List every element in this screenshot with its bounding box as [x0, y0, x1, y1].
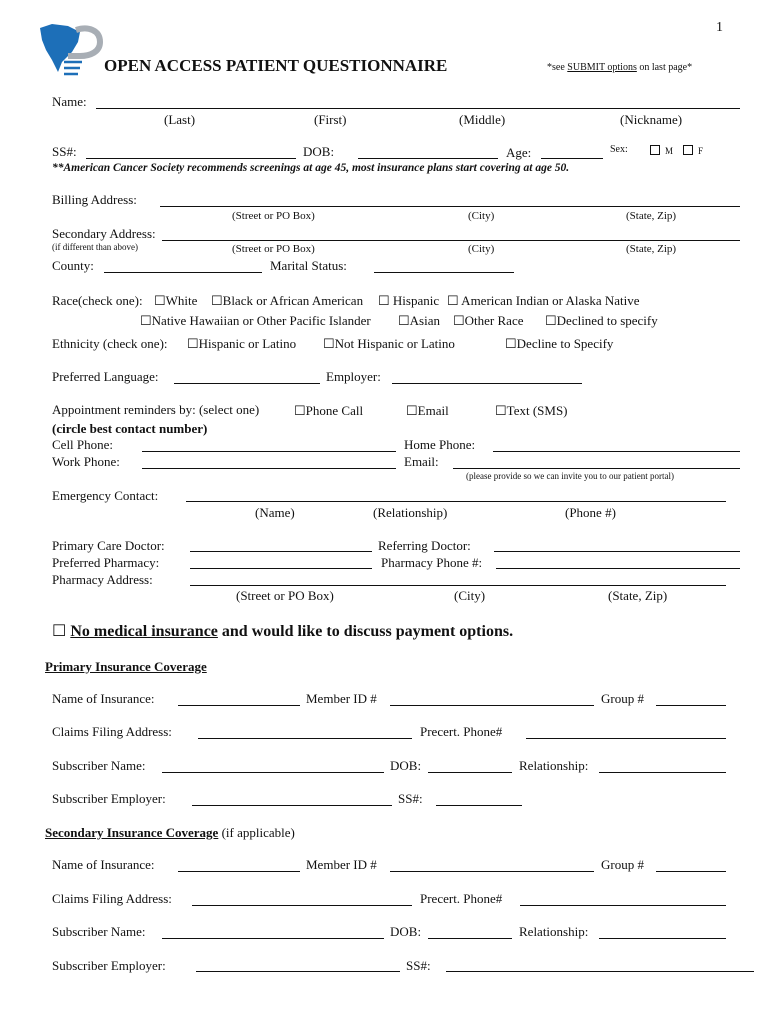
primary-employer-field[interactable] [192, 805, 392, 806]
county-field[interactable] [104, 272, 262, 273]
pharmacy-street-caption: (Street or PO Box) [236, 588, 334, 603]
pharmacy-field[interactable] [190, 568, 372, 569]
secondary-address-label: Secondary Address: [52, 226, 156, 241]
submit-options-link[interactable]: SUBMIT options [567, 62, 637, 73]
race-white-option[interactable]: ☐White [154, 293, 198, 308]
secondary-relationship-field[interactable] [599, 938, 726, 939]
secondary-insurance-heading-line [45, 825, 295, 840]
primary-group-label: Group # [601, 691, 644, 706]
primary-ss-field[interactable] [436, 805, 522, 806]
billing-street-caption: (Street or PO Box) [232, 210, 315, 222]
referring-doctor-label: Referring Doctor: [378, 538, 471, 553]
secondary-employer-label: Subscriber Employer: [52, 958, 166, 973]
primary-relationship-field[interactable] [599, 772, 726, 773]
race-black-option[interactable]: ☐Black or African American [211, 293, 364, 308]
cell-phone-field[interactable] [142, 451, 396, 452]
emergency-contact-label: Emergency Contact: [52, 488, 159, 503]
secondary-city-caption: (City) [468, 243, 495, 255]
no-insurance-text: and would like to discuss payment options. [217, 623, 514, 640]
primary-member-id-field[interactable] [390, 705, 594, 706]
acs-note: **American Cancer Society recommends screenings at age 45, most insurance plans start covering at age 50. [52, 162, 570, 174]
work-phone-field[interactable] [142, 468, 396, 469]
secondary-insurance-name-field[interactable] [178, 871, 300, 872]
pharmacy-city-caption: (City) [454, 588, 486, 603]
secondary-insurance-heading: Secondary Insurance Coverage [45, 825, 219, 840]
primary-claims-field[interactable] [198, 738, 412, 739]
primary-dob-label: DOB: [390, 758, 422, 773]
primary-member-id-label: Member ID # [306, 691, 377, 706]
pharmacy-phone-label: Pharmacy Phone #: [381, 555, 483, 570]
marital-field[interactable] [374, 272, 514, 273]
page-title: OPEN ACCESS PATIENT QUESTIONNAIRE [104, 56, 448, 75]
emergency-phone-caption: (Phone #) [565, 505, 616, 520]
secondary-dob-field[interactable] [428, 938, 512, 939]
last-caption: (Last) [164, 112, 196, 127]
email-field[interactable] [453, 468, 740, 469]
no-insurance-link: No medical insurance [70, 623, 218, 640]
ss-label: SS#: [52, 144, 77, 159]
pcp-field[interactable] [190, 551, 372, 552]
primary-claims-label: Claims Filing Address: [52, 724, 172, 739]
billing-state-caption: (State, Zip) [626, 210, 677, 222]
name-label: Name: [52, 94, 87, 109]
secondary-relationship-label: Relationship: [519, 924, 589, 939]
middle-caption: (Middle) [459, 112, 506, 127]
home-phone-field[interactable] [493, 451, 740, 452]
secondary-member-id-label: Member ID # [306, 857, 377, 872]
primary-insurance-name-field[interactable] [178, 705, 300, 706]
dob-field[interactable] [358, 158, 498, 159]
primary-dob-field[interactable] [428, 772, 512, 773]
secondary-claims-label: Claims Filing Address: [52, 891, 172, 906]
reminder-email-option[interactable]: ☐Email [406, 403, 449, 418]
reminder-phone-option[interactable]: ☐Phone Call [294, 403, 364, 418]
employer-field[interactable] [392, 383, 582, 384]
submit-note-pre: *see [547, 62, 568, 73]
billing-city-caption: (City) [468, 210, 495, 222]
email-note: (please provide so we can invite you to our patient portal) [466, 471, 674, 481]
secondary-street-caption: (Street or PO Box) [232, 243, 315, 255]
primary-precert-label: Precert. Phone# [420, 724, 503, 739]
cell-phone-label: Cell Phone: [52, 437, 114, 452]
employer-label: Employer: [326, 369, 381, 384]
reminders-label: Appointment reminders by: (select one) [52, 402, 260, 417]
billing-field[interactable] [160, 206, 740, 207]
email-label: Email: [404, 454, 439, 469]
dob-label: DOB: [303, 144, 335, 159]
submit-note-post: on last page* [636, 62, 693, 73]
page-number: 1 [716, 20, 723, 35]
race-other-option[interactable]: ☐Other Race [453, 313, 524, 328]
primary-insurance-heading: Primary Insurance Coverage [45, 659, 207, 674]
secondary-precert-label: Precert. Phone# [420, 891, 503, 906]
secondary-subscriber-label: Subscriber Name: [52, 924, 146, 939]
secondary-address-field[interactable] [162, 240, 740, 241]
primary-insurance-name-label: Name of Insurance: [52, 691, 155, 706]
emergency-relationship-caption: (Relationship) [373, 505, 448, 520]
secondary-group-field[interactable] [656, 871, 726, 872]
no-insurance-checkbox[interactable]: ☐ [52, 623, 67, 640]
primary-relationship-label: Relationship: [519, 758, 589, 773]
secondary-precert-field[interactable] [520, 905, 726, 906]
county-label: County: [52, 258, 94, 273]
emergency-name-caption: (Name) [255, 505, 295, 520]
secondary-ss-label: SS#: [406, 958, 431, 973]
ss-field[interactable] [86, 158, 296, 159]
secondary-member-id-field[interactable] [390, 871, 594, 872]
race-native-american-option[interactable]: ☐ American Indian or Alaska Native [447, 293, 640, 308]
secondary-insurance-note: (if applicable) [218, 825, 295, 840]
ethnicity-label: Ethnicity (check one): [52, 336, 168, 351]
referring-doctor-field[interactable] [494, 551, 740, 552]
race-hispanic-option[interactable]: ☐ Hispanic [378, 293, 440, 308]
race-pacific-islander-option[interactable]: ☐Native Hawaiian or Other Pacific Islander [140, 313, 371, 328]
age-field[interactable] [541, 158, 603, 159]
sex-m-label: M [665, 146, 674, 156]
secondary-ss-field[interactable] [446, 971, 754, 972]
sex-label: Sex: [610, 144, 628, 155]
logo [38, 22, 106, 78]
race-asian-option[interactable]: ☐Asian [398, 313, 440, 328]
primary-subscriber-label: Subscriber Name: [52, 758, 146, 773]
secondary-dob-label: DOB: [390, 924, 422, 939]
work-phone-label: Work Phone: [52, 454, 120, 469]
first-caption: (First) [314, 112, 347, 127]
home-phone-label: Home Phone: [404, 437, 476, 452]
primary-group-field[interactable] [656, 705, 726, 706]
emergency-contact-field[interactable] [186, 501, 726, 502]
primary-subscriber-field[interactable] [162, 772, 384, 773]
ethnicity-decline-option[interactable]: ☐Decline to Specify [505, 336, 614, 351]
ethnicity-not-hispanic-option[interactable]: ☐Not Hispanic or Latino [323, 336, 455, 351]
billing-label: Billing Address: [52, 192, 137, 207]
ethnicity-hispanic-option[interactable]: ☐Hispanic or Latino [187, 336, 297, 351]
nickname-caption: (Nickname) [620, 112, 683, 127]
no-insurance-line [52, 622, 513, 641]
reminder-text-option[interactable]: ☐Text (SMS) [495, 403, 568, 418]
secondary-insurance-name-label: Name of Insurance: [52, 857, 155, 872]
pharmacy-label: Preferred Pharmacy: [52, 555, 160, 570]
language-label: Preferred Language: [52, 369, 159, 384]
secondary-claims-field[interactable] [192, 905, 412, 906]
secondary-address-sub: (if different than above) [52, 242, 139, 252]
pharmacy-address-field[interactable] [190, 585, 726, 586]
sex-m-checkbox[interactable] [650, 145, 660, 155]
primary-ss-label: SS#: [398, 791, 423, 806]
pharmacy-state-caption: (State, Zip) [608, 588, 668, 603]
sex-f-checkbox[interactable] [683, 145, 693, 155]
name-field[interactable] [96, 108, 740, 109]
race-label: Race(check one): [52, 293, 143, 308]
sex-f-label: F [698, 146, 704, 156]
primary-employer-label: Subscriber Employer: [52, 791, 166, 806]
pharmacy-address-label: Pharmacy Address: [52, 572, 153, 587]
secondary-subscriber-field[interactable] [162, 938, 384, 939]
secondary-group-label: Group # [601, 857, 644, 872]
submit-note [547, 62, 692, 74]
secondary-state-caption: (State, Zip) [626, 243, 677, 255]
age-label: Age: [506, 145, 532, 160]
race-declined-option[interactable]: ☐Declined to specify [545, 313, 658, 328]
marital-label: Marital Status: [270, 258, 347, 273]
circle-contact-note: (circle best contact number) [52, 421, 208, 436]
language-field[interactable] [174, 383, 320, 384]
secondary-employer-field[interactable] [196, 971, 400, 972]
pcp-label: Primary Care Doctor: [52, 538, 165, 553]
pharmacy-phone-field[interactable] [496, 568, 740, 569]
primary-precert-field[interactable] [526, 738, 726, 739]
